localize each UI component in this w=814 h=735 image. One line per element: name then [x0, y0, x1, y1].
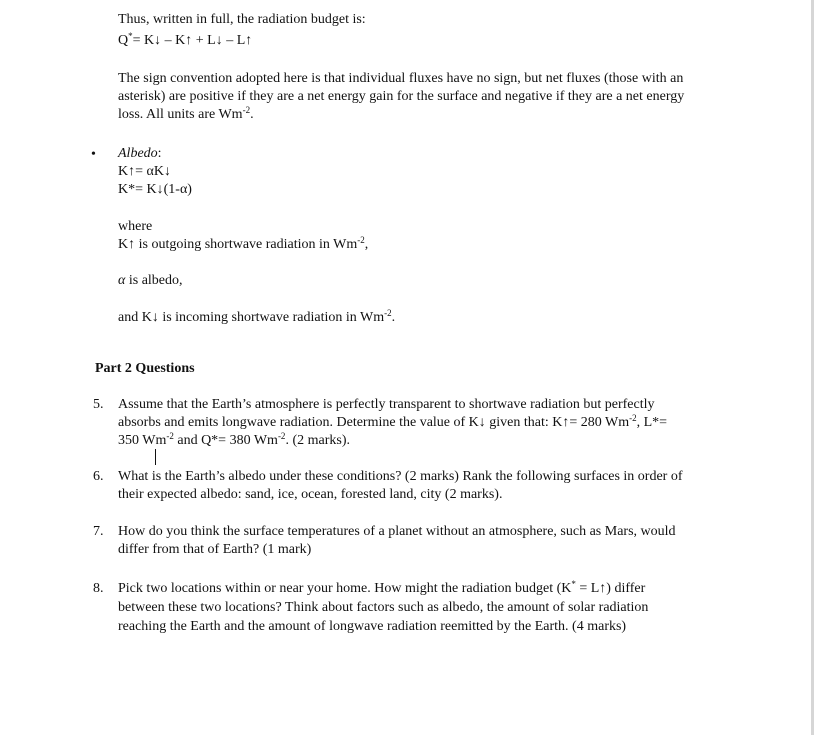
albedo-equation-2: K*= K↓(1-α): [118, 182, 192, 197]
q5-line-1: Assume that the Earth’s atmosphere is perfectly transparent to shortwave radiation but perfectly: [118, 397, 655, 412]
budget-intro: Thus, written in full, the radiation budget is:: [118, 12, 366, 27]
q6-line-1: What is the Earth’s albedo under these conditions? (2 marks) Rank the following surfaces in order of: [118, 469, 683, 484]
albedo-equation-1: K↑= αK↓: [118, 164, 171, 179]
q8-line-3: reaching the Earth and the amount of longwave radiation reemitted by the Earth. (4 marks): [118, 619, 627, 634]
where-label: where: [118, 219, 153, 234]
bullet-icon: •: [91, 147, 96, 162]
def-alpha: α is albedo,: [118, 273, 183, 288]
def-k-down: and K↓ is incoming shortwave radiation in $Wm^{-2}$.: [118, 308, 396, 325]
albedo-title: Albedo:: [118, 146, 162, 161]
q7-line-2: differ from that of Earth? (1 mark): [118, 542, 312, 557]
budget-equation: Q*= K↓ – K↑ + L↓ – L↑: [118, 31, 253, 48]
q5-line-3: 350 $Wm^{-2}$ and Q*= 380 $Wm^{-2}$. (2 marks).: [118, 431, 350, 448]
question-number: 5.: [93, 397, 104, 412]
sign-convention-line-2: asterisk) are positive if they are a net energy gain for the surface and negative if they are a net energy: [118, 89, 685, 104]
question-number: 7.: [93, 524, 104, 539]
q8-line-1: Pick two locations within or near your home. How might the radiation budget (K* = L↑) differ: [118, 579, 646, 596]
q7-line-1: How do you think the surface temperatures of a planet without an atmosphere, such as Mars, would: [118, 524, 676, 539]
question-number: 8.: [93, 581, 104, 596]
sign-convention-line-3: loss. All units are $Wm^{-2}$.: [118, 105, 254, 122]
q8-line-2: between these two locations? Think about factors such as albedo, the amount of solar radiation: [118, 600, 649, 615]
part2-heading: Part 2 Questions: [95, 361, 195, 376]
sign-convention-line-1: The sign convention adopted here is that individual fluxes have no sign, but net fluxes (those with an: [118, 71, 684, 86]
q6-line-2: their expected albedo: sand, ice, ocean, forested land, city (2 marks).: [118, 487, 503, 502]
q5-line-2: absorbs and emits longwave radiation. Determine the value of K↓ given that: K↑= 280 $Wm^{-2}$, L*=: [118, 413, 668, 430]
question-number: 6.: [93, 469, 104, 484]
text-cursor: [155, 449, 156, 465]
def-k-up: K↑ is outgoing shortwave radiation in $Wm^{-2}$,: [118, 235, 369, 252]
